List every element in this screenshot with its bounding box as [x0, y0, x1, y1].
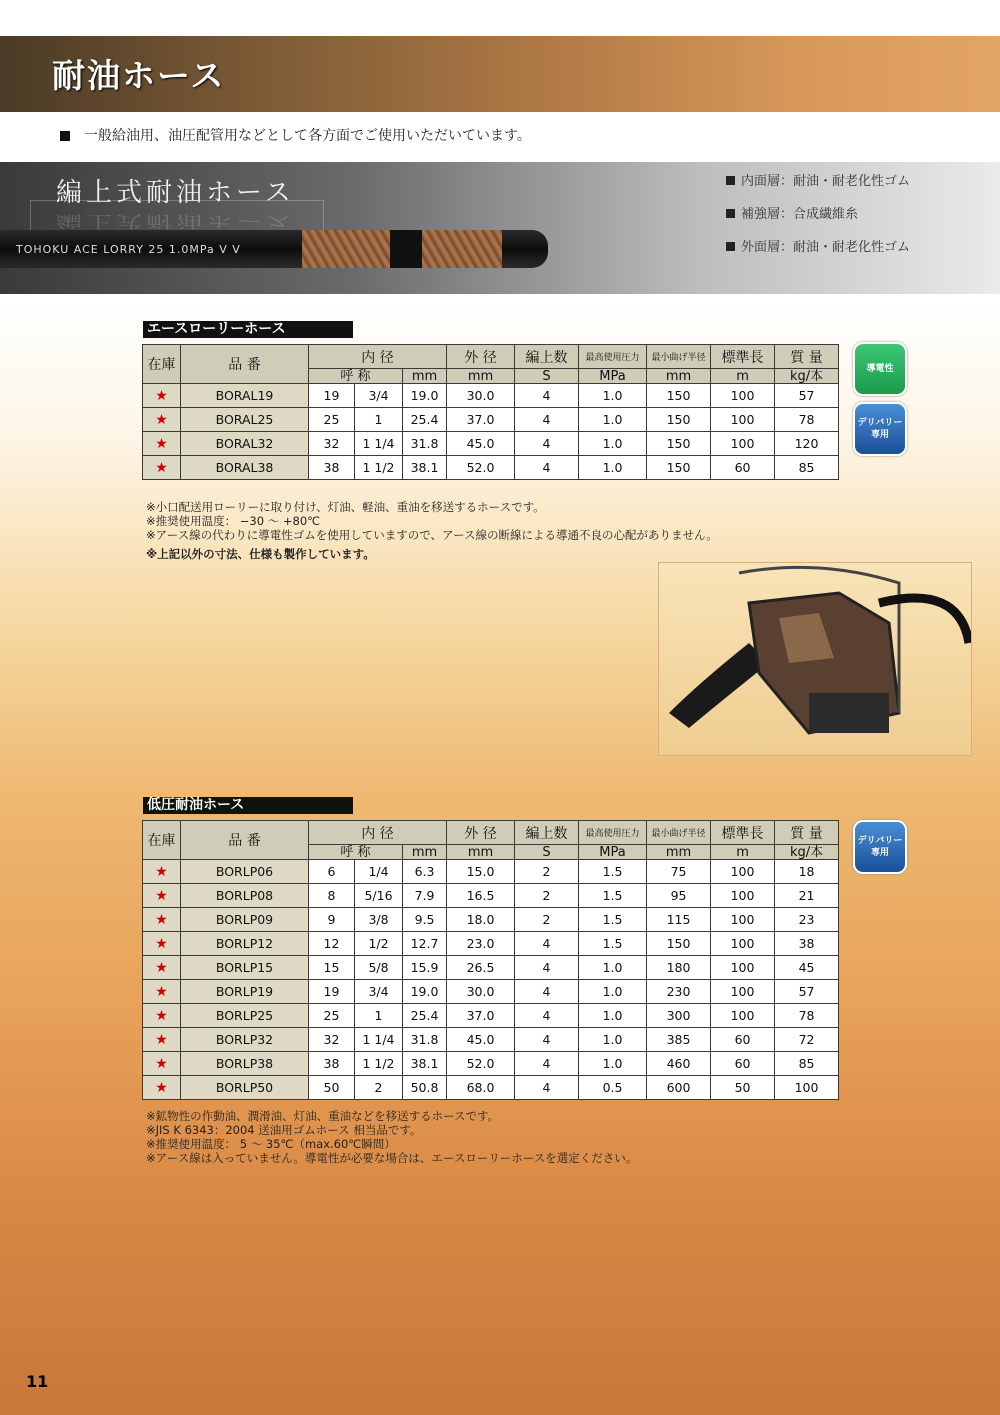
part-number: BORLP06 [181, 860, 309, 884]
header-row [143, 345, 839, 369]
cell-s: 4 [515, 956, 579, 980]
unit-length: m [711, 369, 775, 384]
cell-n2: 2 [355, 1076, 403, 1100]
cell-od: 37.0 [447, 408, 515, 432]
part-number: BORLP50 [181, 1076, 309, 1100]
cell-w: 18 [775, 860, 839, 884]
cell-n1: 32 [309, 432, 355, 456]
cell-id: 25.4 [403, 408, 447, 432]
part-number: BORLP09 [181, 908, 309, 932]
cell-n1: 19 [309, 384, 355, 408]
cell-l: 100 [711, 432, 775, 456]
unit-pressure: MPa [579, 845, 647, 860]
cell-n1: 25 [309, 1004, 355, 1028]
stock-star-icon: ★ [143, 384, 181, 408]
table-row [143, 456, 839, 480]
cell-od: 52.0 [447, 1052, 515, 1076]
spec-table [142, 344, 839, 480]
cell-r: 75 [647, 860, 711, 884]
cell-l: 60 [711, 1028, 775, 1052]
cell-w: 57 [775, 384, 839, 408]
cell-p: 1.0 [579, 1052, 647, 1076]
unit-braid: S [515, 845, 579, 860]
cell-n1: 38 [309, 1052, 355, 1076]
cell-od: 30.0 [447, 980, 515, 1004]
cell-n2: 1 1/2 [355, 456, 403, 480]
cell-l: 100 [711, 884, 775, 908]
table-row [143, 932, 839, 956]
note-line: ※推奨使用温度： −30 〜 +80℃ [146, 514, 321, 528]
cell-p: 1.5 [579, 932, 647, 956]
cell-s: 4 [515, 1076, 579, 1100]
cell-s: 4 [515, 980, 579, 1004]
square-bullet-icon [726, 209, 735, 218]
unit-length: m [711, 845, 775, 860]
stock-star-icon: ★ [143, 884, 181, 908]
cell-n2: 1 1/2 [355, 1052, 403, 1076]
col-length: 標準長 [711, 821, 775, 845]
cell-r: 385 [647, 1028, 711, 1052]
unit-mass: kg/本 [775, 369, 839, 384]
cell-p: 1.5 [579, 884, 647, 908]
cell-l: 50 [711, 1076, 775, 1100]
cell-od: 18.0 [447, 908, 515, 932]
hose-print-label: TOHOKU ACE LORRY 25 1.0MPa V V [16, 243, 241, 256]
cell-id: 31.8 [403, 1028, 447, 1052]
fuel-nozzle-icon [659, 563, 971, 755]
layer-item: 外面層：耐油・耐老化性ゴム [726, 236, 910, 255]
delivery-badge: デリバリー専用 [853, 402, 907, 456]
col-stock: 在庫 [143, 821, 181, 860]
part-number: BORAL19 [181, 384, 309, 408]
section-title: 低圧耐油ホース [143, 797, 353, 814]
stock-star-icon: ★ [143, 980, 181, 1004]
cell-r: 115 [647, 908, 711, 932]
cell-w: 23 [775, 908, 839, 932]
square-bullet-icon [60, 131, 70, 141]
col-inner: 内 径 [309, 821, 447, 845]
cell-n1: 25 [309, 408, 355, 432]
cell-n1: 32 [309, 1028, 355, 1052]
cell-n1: 50 [309, 1076, 355, 1100]
cell-id: 19.0 [403, 980, 447, 1004]
cell-n2: 5/8 [355, 956, 403, 980]
unit-mass: kg/本 [775, 845, 839, 860]
cell-od: 37.0 [447, 1004, 515, 1028]
cell-id: 38.1 [403, 1052, 447, 1076]
cell-n2: 3/4 [355, 980, 403, 1004]
cell-s: 4 [515, 1028, 579, 1052]
cell-n2: 1/4 [355, 860, 403, 884]
part-number: BORLP08 [181, 884, 309, 908]
cell-id: 9.5 [403, 908, 447, 932]
cell-w: 78 [775, 1004, 839, 1028]
cell-w: 100 [775, 1076, 839, 1100]
cell-l: 100 [711, 860, 775, 884]
stock-star-icon: ★ [143, 432, 181, 456]
col-outer: 外 径 [447, 345, 515, 369]
cell-w: 85 [775, 456, 839, 480]
cell-n2: 1 1/4 [355, 1028, 403, 1052]
part-number: BORLP19 [181, 980, 309, 1004]
cell-r: 150 [647, 384, 711, 408]
stock-star-icon: ★ [143, 1076, 181, 1100]
note-line: ※推奨使用温度： 5 〜 35℃（max.60℃瞬間） [146, 1137, 396, 1151]
cell-p: 1.0 [579, 1004, 647, 1028]
stock-star-icon: ★ [143, 408, 181, 432]
cell-od: 23.0 [447, 932, 515, 956]
col-length: 標準長 [711, 345, 775, 369]
cell-s: 4 [515, 1004, 579, 1028]
cell-r: 180 [647, 956, 711, 980]
table-row [143, 884, 839, 908]
part-number: BORLP25 [181, 1004, 309, 1028]
stock-star-icon: ★ [143, 932, 181, 956]
stock-star-icon: ★ [143, 956, 181, 980]
cell-p: 1.0 [579, 456, 647, 480]
cell-n2: 1 [355, 408, 403, 432]
cell-w: 38 [775, 932, 839, 956]
cell-r: 150 [647, 932, 711, 956]
cell-p: 1.0 [579, 1028, 647, 1052]
cell-od: 45.0 [447, 1028, 515, 1052]
cell-p: 0.5 [579, 1076, 647, 1100]
col-bend: 最小曲げ半径 [647, 821, 711, 845]
cell-r: 150 [647, 432, 711, 456]
col-pressure: 最高使用圧力 [579, 345, 647, 369]
stock-star-icon: ★ [143, 1052, 181, 1076]
square-bullet-icon [726, 242, 735, 251]
table-row [143, 908, 839, 932]
cell-od: 15.0 [447, 860, 515, 884]
hose-braid-layer [302, 230, 390, 268]
cell-od: 52.0 [447, 456, 515, 480]
cell-w: 45 [775, 956, 839, 980]
hose-title: 編上式耐油ホース [56, 178, 295, 208]
table-row [143, 408, 839, 432]
cell-r: 460 [647, 1052, 711, 1076]
hose-braid-layer [422, 230, 502, 268]
cell-p: 1.0 [579, 432, 647, 456]
cell-s: 4 [515, 408, 579, 432]
table-row [143, 860, 839, 884]
cell-p: 1.5 [579, 860, 647, 884]
cell-n1: 15 [309, 956, 355, 980]
cell-id: 25.4 [403, 1004, 447, 1028]
cell-id: 15.9 [403, 956, 447, 980]
cell-s: 2 [515, 908, 579, 932]
delivery-badge: デリバリー専用 [853, 820, 907, 874]
table-row [143, 432, 839, 456]
cell-l: 60 [711, 1052, 775, 1076]
note-line: ※鉱物性の作動油、潤滑油、灯油、重油などを移送するホースです。 [146, 1109, 500, 1123]
cell-l: 100 [711, 408, 775, 432]
cell-l: 100 [711, 1004, 775, 1028]
table-row [143, 1028, 839, 1052]
cell-od: 45.0 [447, 432, 515, 456]
col-mass: 質 量 [775, 345, 839, 369]
unit-pressure: MPa [579, 369, 647, 384]
cell-id: 12.7 [403, 932, 447, 956]
cell-od: 30.0 [447, 384, 515, 408]
cell-id: 7.9 [403, 884, 447, 908]
cell-p: 1.0 [579, 956, 647, 980]
cell-p: 1.0 [579, 408, 647, 432]
cell-r: 300 [647, 1004, 711, 1028]
layer-list [726, 170, 910, 269]
square-bullet-icon [726, 176, 735, 185]
cell-l: 100 [711, 908, 775, 932]
section-notes [146, 500, 718, 561]
col-mass: 質 量 [775, 821, 839, 845]
hose-title-reflection: 編上式耐油ホース [56, 212, 295, 230]
part-number: BORAL32 [181, 432, 309, 456]
part-number: BORLP38 [181, 1052, 309, 1076]
note-line: ※アース線は入っていません。導電性が必要な場合は、エースローリーホースを選定ください。 [146, 1151, 638, 1165]
unit-nominal: 呼 称 [309, 845, 403, 860]
col-braid: 編上数 [515, 345, 579, 369]
note-line: ※小口配送用ローリーに取り付け、灯油、軽油、重油を移送するホースです。 [146, 500, 545, 514]
stock-star-icon: ★ [143, 1028, 181, 1052]
unit-outer: mm [447, 845, 515, 860]
part-number: BORLP32 [181, 1028, 309, 1052]
cell-s: 4 [515, 432, 579, 456]
cell-s: 4 [515, 456, 579, 480]
layer-item: 内面層：耐油・耐老化性ゴム [726, 170, 910, 189]
col-braid: 編上数 [515, 821, 579, 845]
cell-id: 19.0 [403, 384, 447, 408]
stock-star-icon: ★ [143, 456, 181, 480]
cell-w: 21 [775, 884, 839, 908]
part-number: BORAL38 [181, 456, 309, 480]
note-line: ※JIS K 6343：2004 送油用ゴムホース 相当品です。 [146, 1123, 422, 1137]
part-number: BORLP15 [181, 956, 309, 980]
cell-n1: 8 [309, 884, 355, 908]
cell-l: 60 [711, 456, 775, 480]
cell-s: 4 [515, 384, 579, 408]
intro-label: 一般給油用、油圧配管用などとして各方面でご使用いただいています。 [84, 128, 531, 144]
part-number: BORLP12 [181, 932, 309, 956]
stock-star-icon: ★ [143, 860, 181, 884]
note-line: ※上記以外の寸法、仕様も製作しています。 [146, 547, 375, 561]
cell-r: 600 [647, 1076, 711, 1100]
cell-n1: 12 [309, 932, 355, 956]
cell-n1: 38 [309, 456, 355, 480]
stock-star-icon: ★ [143, 908, 181, 932]
cell-l: 100 [711, 956, 775, 980]
col-outer: 外 径 [447, 821, 515, 845]
page-title: 耐油ホース [52, 56, 226, 95]
cell-n1: 6 [309, 860, 355, 884]
section-title: エースローリーホース [143, 321, 353, 338]
col-part-no: 品 番 [181, 345, 309, 384]
cell-r: 150 [647, 408, 711, 432]
stock-star-icon: ★ [143, 1004, 181, 1028]
cell-r: 230 [647, 980, 711, 1004]
cell-n2: 1 [355, 1004, 403, 1028]
cell-p: 1.0 [579, 384, 647, 408]
cell-id: 50.8 [403, 1076, 447, 1100]
cell-s: 4 [515, 932, 579, 956]
hose-ring [390, 230, 422, 268]
col-part-no: 品 番 [181, 821, 309, 860]
nozzle-photo [658, 562, 972, 756]
cell-id: 38.1 [403, 456, 447, 480]
table-row [143, 1052, 839, 1076]
cell-s: 4 [515, 1052, 579, 1076]
section-notes [146, 1109, 637, 1165]
cell-l: 100 [711, 932, 775, 956]
unit-outer: mm [447, 369, 515, 384]
cell-n1: 19 [309, 980, 355, 1004]
cell-r: 150 [647, 456, 711, 480]
cell-w: 85 [775, 1052, 839, 1076]
cell-l: 100 [711, 980, 775, 1004]
cell-n1: 9 [309, 908, 355, 932]
col-inner: 内 径 [309, 345, 447, 369]
cell-s: 2 [515, 860, 579, 884]
cell-n2: 1/2 [355, 932, 403, 956]
col-stock: 在庫 [143, 345, 181, 384]
conductive-badge: 導電性 [853, 342, 907, 396]
unit-mm: mm [403, 845, 447, 860]
table-row [143, 980, 839, 1004]
cell-s: 2 [515, 884, 579, 908]
cell-p: 1.5 [579, 908, 647, 932]
unit-bend: mm [647, 845, 711, 860]
cell-od: 16.5 [447, 884, 515, 908]
unit-mm: mm [403, 369, 447, 384]
unit-braid: S [515, 369, 579, 384]
table-row [143, 956, 839, 980]
cell-p: 1.0 [579, 980, 647, 1004]
note-line: ※アース線の代わりに導電性ゴムを使用していますので、アース線の断線による導通不良の心配がありません。 [146, 528, 718, 542]
layer-item: 補強層：合成繊維糸 [726, 203, 910, 222]
cell-w: 72 [775, 1028, 839, 1052]
cell-l: 100 [711, 384, 775, 408]
cell-w: 78 [775, 408, 839, 432]
cell-n2: 1 1/4 [355, 432, 403, 456]
table-row [143, 1004, 839, 1028]
cell-od: 68.0 [447, 1076, 515, 1100]
table-row [143, 384, 839, 408]
cell-w: 120 [775, 432, 839, 456]
part-number: BORAL25 [181, 408, 309, 432]
intro-text [60, 125, 531, 145]
cell-id: 31.8 [403, 432, 447, 456]
cell-w: 57 [775, 980, 839, 1004]
spec-table [142, 820, 839, 1100]
col-pressure: 最高使用圧力 [579, 821, 647, 845]
cell-n2: 3/8 [355, 908, 403, 932]
page-number: 11 [26, 1372, 49, 1391]
col-bend: 最小曲げ半径 [647, 345, 711, 369]
table-row [143, 1076, 839, 1100]
cell-n2: 3/4 [355, 384, 403, 408]
cell-r: 95 [647, 884, 711, 908]
cell-od: 26.5 [447, 956, 515, 980]
cell-n2: 5/16 [355, 884, 403, 908]
unit-bend: mm [647, 369, 711, 384]
cell-id: 6.3 [403, 860, 447, 884]
unit-nominal: 呼 称 [309, 369, 403, 384]
header-row [143, 821, 839, 845]
